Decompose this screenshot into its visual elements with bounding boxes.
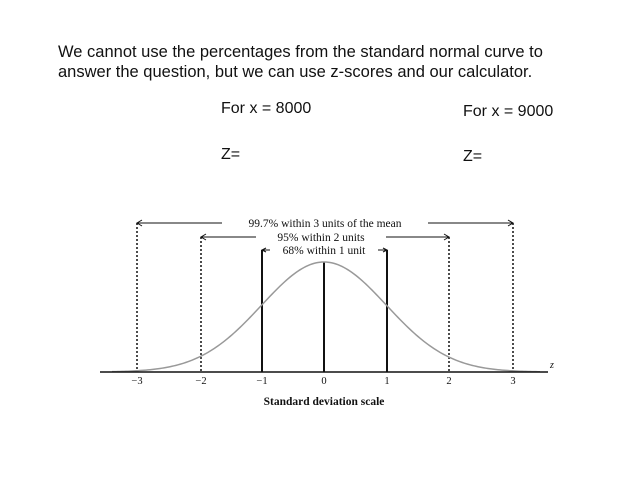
tick-label-minus2: −2	[195, 376, 207, 387]
tick-label-0: 0	[321, 376, 327, 387]
intro-text: We cannot use the percentages from the standard normal curve to answer the question, but we can use z-scores and our calculator.	[58, 43, 543, 81]
z-right-label: Z=	[463, 148, 483, 165]
tick-label-plus1: 1	[384, 376, 390, 387]
z-left-label: Z=	[221, 146, 241, 163]
for-x-9000-label: For x = 9000	[463, 103, 554, 120]
axis-caption: Standard deviation scale	[263, 396, 385, 408]
for-x-8000-label: For x = 8000	[221, 100, 312, 117]
tick-label-minus1: −1	[256, 376, 268, 387]
label-within3: 99.7% within 3 units of the mean	[248, 218, 402, 230]
label-within2: 95% within 2 units	[277, 232, 365, 244]
tick-labels	[131, 376, 515, 387]
tick-label-plus3: 3	[510, 376, 516, 387]
tick-label-plus2: 2	[446, 376, 452, 387]
bell-curve	[112, 262, 540, 372]
label-within1: 68% within 1 unit	[282, 245, 366, 257]
tick-label-minus3: −3	[131, 376, 143, 387]
axis-end-label: z	[550, 360, 554, 371]
